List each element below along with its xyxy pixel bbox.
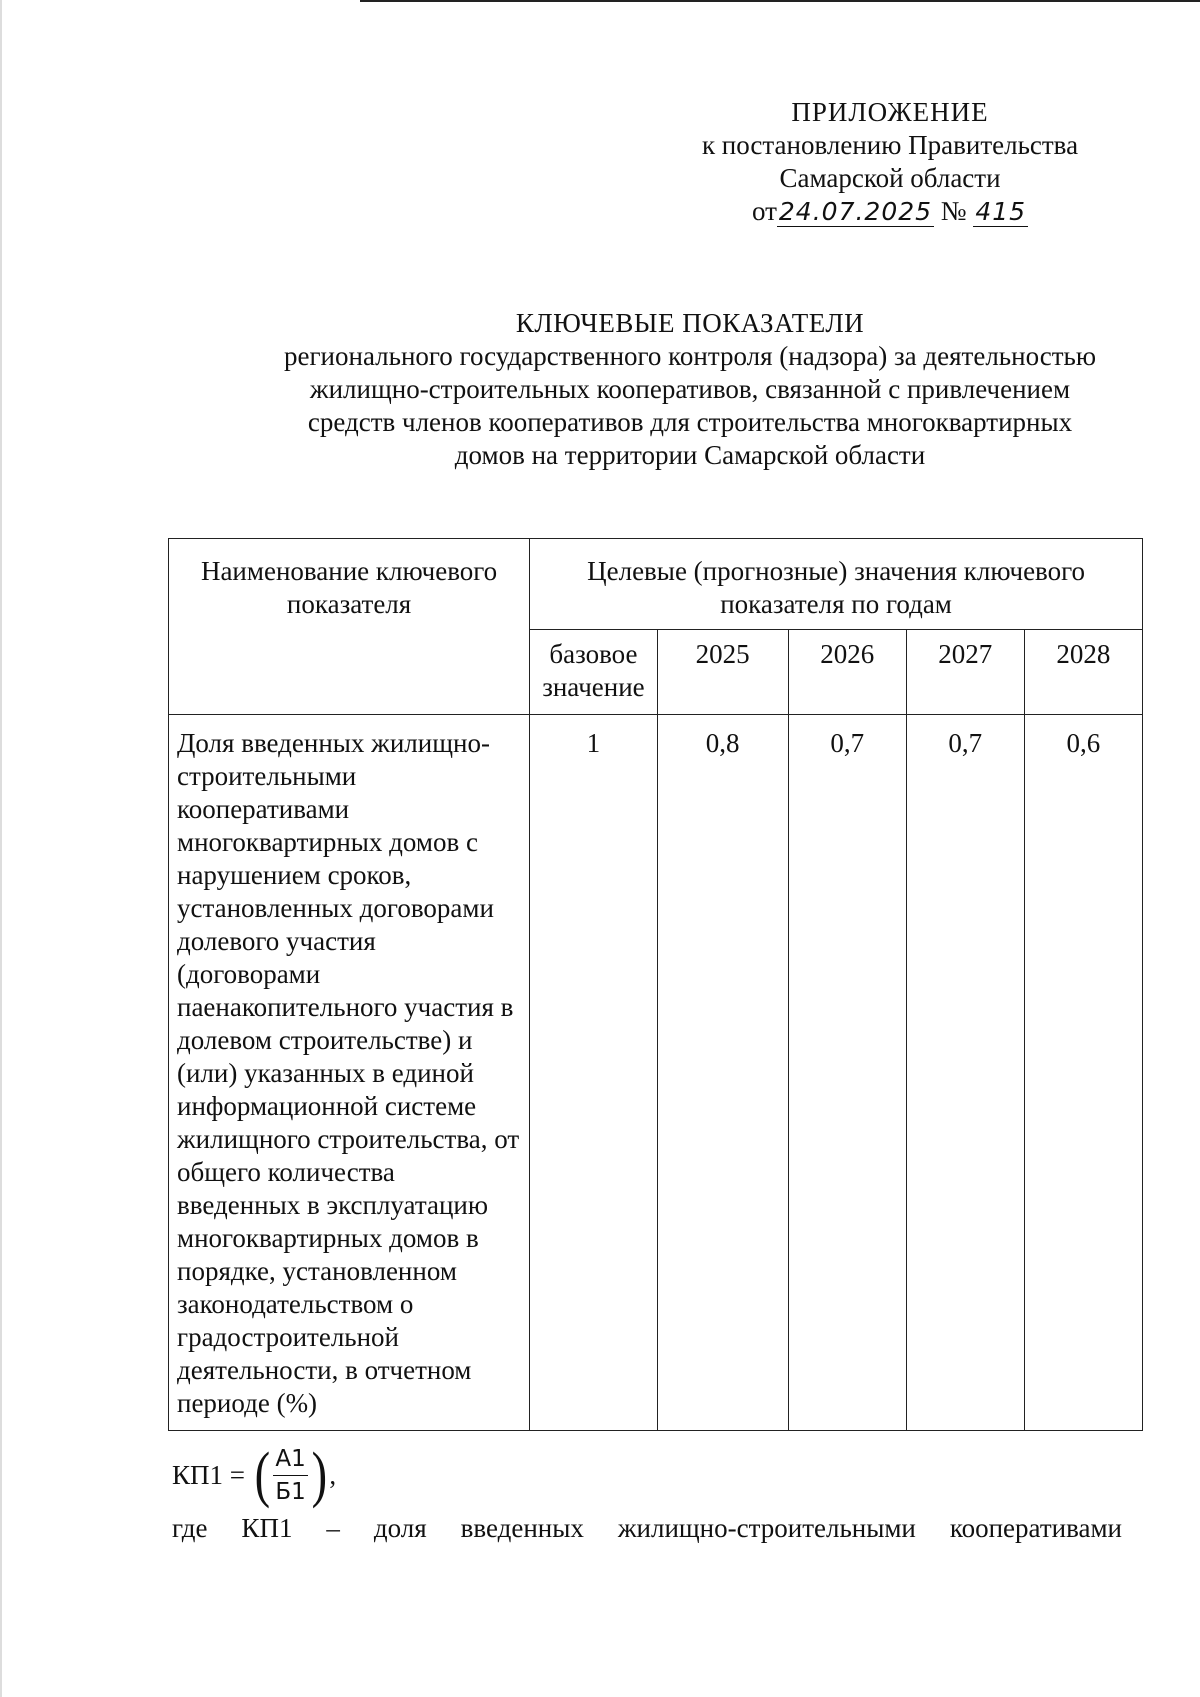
appendix-order-line — [620, 195, 1160, 228]
title-main: КЛЮЧЕВЫЕ ПОКАЗАТЕЛИ — [515, 308, 865, 338]
title-line-4: домов на территории Самарской области — [454, 440, 926, 470]
value-2026: 0,7 — [788, 715, 906, 1431]
title-line-3: средств членов кооперативов для строительства многоквартирных — [307, 407, 1073, 437]
header-year-2025: 2025 — [657, 630, 788, 715]
appendix-line-1: к постановлению Правительства — [701, 130, 1079, 160]
header-year-2028: 2028 — [1024, 630, 1142, 715]
table-header-row — [169, 539, 1143, 630]
top-border-line — [360, 0, 1200, 2]
appendix-heading: ПРИЛОЖЕНИЕ — [791, 97, 989, 127]
document-title — [240, 307, 1140, 472]
number-sign: № — [940, 196, 967, 226]
header-year-2027: 2027 — [906, 630, 1024, 715]
formula-numerator: А1 — [273, 1445, 307, 1476]
explanation-text: где КП1 – доля введенных жилищно-строительными кооперативами — [172, 1513, 1122, 1543]
value-2027: 0,7 — [906, 715, 1024, 1431]
title-line-2: жилищно-строительных кооперативов, связанной с привлечением — [309, 374, 1071, 404]
formula — [172, 1442, 336, 1508]
header-base-value: базовое значение — [530, 630, 658, 715]
formula-lhs: КП1 = — [172, 1459, 245, 1490]
date-prefix: от — [751, 196, 777, 226]
left-scan-edge — [0, 0, 2, 1697]
right-paren: ) — [311, 1441, 327, 1509]
header-indicator-name: Наименование ключевого показателя — [169, 539, 530, 715]
value-base: 1 — [530, 715, 658, 1431]
indicator-name-cell: Доля введенных жилищно-строительными кооперативами многоквартирных домов с нарушением сроков, установленных договорами долевого участия (договорами паенакопительного участия в долевом строительстве) и (или) указанных в единой информационной системе жилищного строительства, от общего количества введенных в эксплуатацию многоквартирных домов в порядке, установленном законодательством о градостроительной деятельности, в отчетном периоде (%) — [169, 715, 530, 1431]
value-2028: 0,6 — [1024, 715, 1142, 1431]
title-line-1: регионального государственного контроля (надзора) за деятельностью — [283, 341, 1097, 371]
header-target-values: Целевые (прогнозные) значения ключевого показателя по годам — [530, 539, 1143, 630]
formula-denominator: Б1 — [275, 1478, 306, 1505]
handwritten-date: 24.07.2025 — [778, 197, 933, 226]
appendix-line-2: Самарской области — [779, 163, 1001, 193]
formula-trail: , — [329, 1459, 337, 1490]
value-2025: 0,8 — [657, 715, 788, 1431]
indicators-table — [168, 538, 1143, 1431]
formula-fraction — [273, 1445, 307, 1506]
table-row — [169, 715, 1143, 1431]
handwritten-number: 415 — [975, 197, 1027, 226]
header-year-2026: 2026 — [788, 630, 906, 715]
appendix-block — [620, 96, 1160, 228]
left-paren: ( — [254, 1441, 270, 1509]
